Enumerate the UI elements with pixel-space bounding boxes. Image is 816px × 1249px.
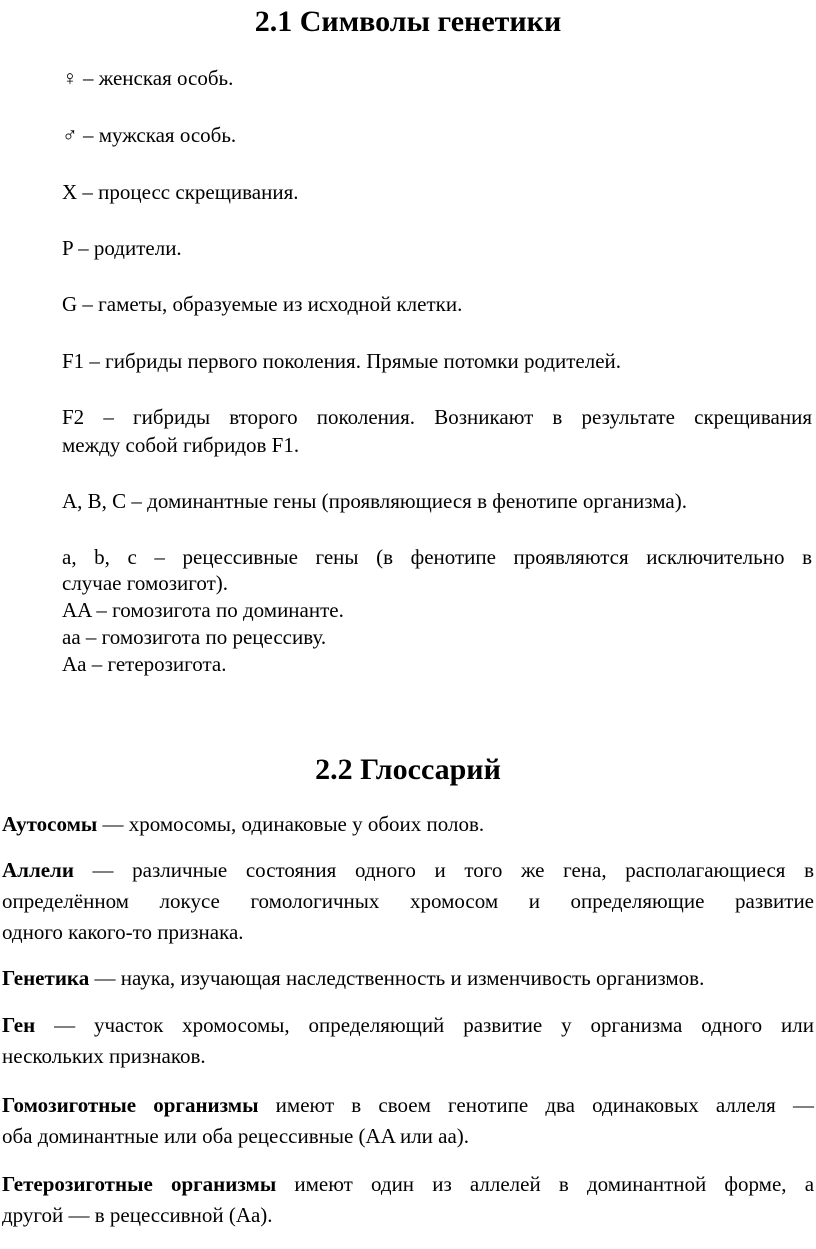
symbol-f1: F1 – гибриды первого поколения. Прямые потомки родителей. xyxy=(62,349,622,373)
glossary-line: определённом локусе гомологичных хромосом и определяющие развитие xyxy=(2,889,814,913)
glossary-line xyxy=(2,1090,814,1121)
glossary-entry-genetics xyxy=(2,963,814,994)
glossary-entry-alleles xyxy=(2,855,814,948)
glossary-line: другой — в рецессивной (Aa). xyxy=(2,1203,273,1227)
symbol-recessive-line2: случае гомозигот). xyxy=(62,571,229,595)
glossary-line: оба доминантные или оба рецессивные (AA или aa). xyxy=(2,1124,470,1148)
glossary-definition: имеют в своем генотипе два одинаковых аллеля — xyxy=(258,1093,814,1117)
glossary-term: Гомозиготные организмы xyxy=(2,1093,259,1117)
glossary-line xyxy=(2,1169,814,1200)
glossary-term: Ген xyxy=(2,1013,36,1037)
symbol-homozygous-dominant: AA – гомозигота по доминанте. xyxy=(62,598,344,622)
symbol-recessive-line1: a, b, c – рецессивные гены (в фенотипе проявляются исключительно в xyxy=(62,545,812,569)
glossary-definition: — наука, изучающая наследственность и изменчивость организмов. xyxy=(89,966,705,990)
glossary-line xyxy=(2,963,814,994)
section-title-symbols: 2.1 Символы генетики xyxy=(254,5,562,38)
glossary-term: Аллели xyxy=(2,858,74,882)
glossary-definition: имеют один из аллелей в доминантной форме, а xyxy=(276,1172,815,1196)
glossary-line xyxy=(2,855,814,886)
symbol-homozygous-recessive: aa – гомозигота по рецессиву. xyxy=(62,625,327,649)
section-title-glossary: 2.2 Глоссарий xyxy=(315,753,501,786)
symbol-cross: X – процесс скрещивания. xyxy=(62,180,299,204)
glossary-definition: — хромосомы, одинаковые у обоих полов. xyxy=(97,812,485,836)
glossary-entry-gene xyxy=(2,1010,814,1072)
symbol-heterozygous: Aa – гетерозигота. xyxy=(62,652,227,676)
glossary-definition: — различные состояния одного и того же гена, располагающиеся в xyxy=(73,858,814,882)
glossary-line xyxy=(2,809,814,840)
symbol-parents: P – родители. xyxy=(62,236,182,260)
symbol-f2-line1: F2 – гибриды второго поколения. Возникают в результате скрещивания xyxy=(62,405,812,429)
symbol-male: ♂ – мужская особь. xyxy=(62,123,237,147)
glossary-term: Гетерозиготные организмы xyxy=(2,1172,277,1196)
glossary-entry-homozygous xyxy=(2,1090,814,1152)
symbol-gametes: G – гаметы, образуемые из исходной клетки. xyxy=(62,292,463,316)
glossary-line: одного какого-то признака. xyxy=(2,920,244,944)
glossary-definition: — участок хромосомы, определяющий развитие у организма одного или xyxy=(35,1013,814,1037)
glossary-line xyxy=(2,1010,814,1041)
glossary-term: Аутосомы xyxy=(2,812,98,836)
glossary-entry-heterozygous xyxy=(2,1169,814,1231)
symbol-f2-line2: между собой гибридов F1. xyxy=(62,433,300,457)
glossary-line: нескольких признаков. xyxy=(2,1044,206,1068)
symbol-dominant: A, B, C – доминантные гены (проявляющиеся в фенотипе организма). xyxy=(62,489,687,513)
symbol-female: ♀ – женская особь. xyxy=(62,66,234,90)
glossary-term: Генетика xyxy=(2,966,90,990)
glossary-entry-autosomes xyxy=(2,809,814,840)
